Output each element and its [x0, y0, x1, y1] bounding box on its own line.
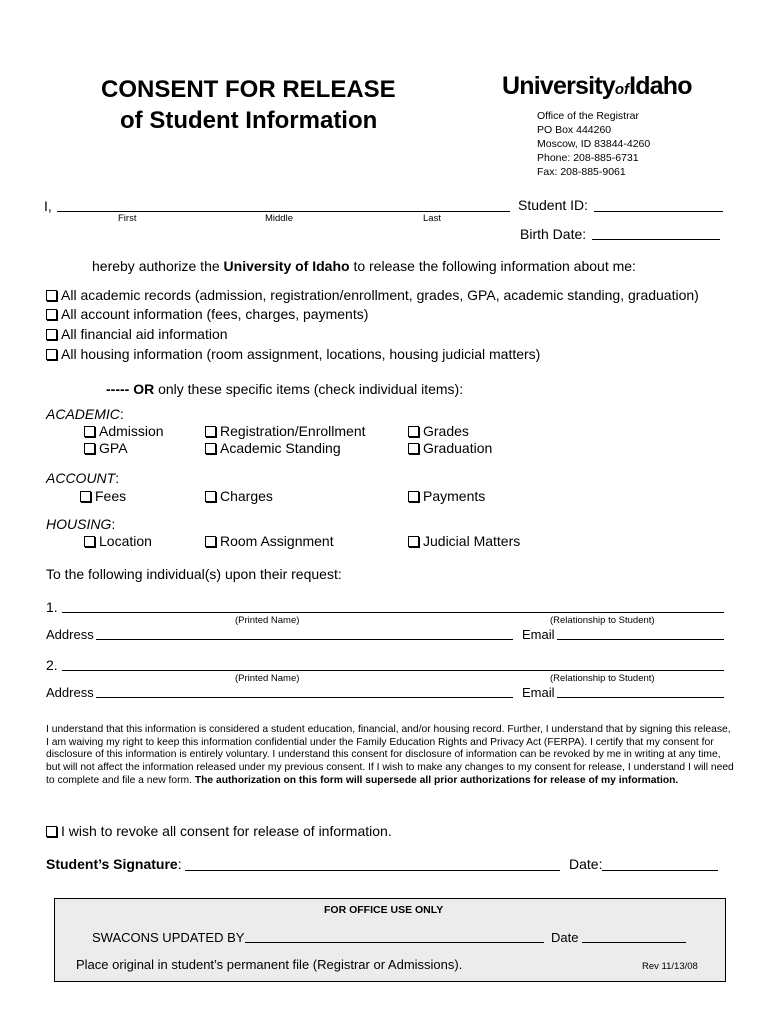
university-logo [502, 72, 692, 101]
recipient-1-address-field[interactable] [96, 639, 513, 640]
recipient-1-number: 1. [46, 599, 58, 615]
middle-name-label: Middle [265, 213, 293, 224]
logo-of: of [614, 81, 630, 98]
recipient-2-number: 2. [46, 657, 58, 673]
logo-idaho: Idaho [629, 72, 692, 100]
checkbox[interactable] [205, 426, 216, 437]
item-admission[interactable]: Admission [84, 423, 164, 439]
item-judicial-matters[interactable]: Judicial Matters [408, 533, 520, 549]
item-gpa[interactable]: GPA [84, 440, 128, 456]
name-field[interactable] [57, 211, 510, 212]
checkbox[interactable] [46, 309, 57, 320]
address-label: Address [46, 627, 94, 642]
option-all-financial-aid[interactable] [46, 326, 228, 342]
office-use-title: FOR OFFICE USE ONLY [324, 904, 444, 916]
logo-university: University [502, 72, 615, 100]
office-date-field[interactable] [582, 942, 686, 943]
university-name: University of Idaho [223, 258, 350, 274]
address-label: Address [46, 685, 94, 700]
signature-label: Student’s Signature: [46, 856, 182, 872]
account-heading: ACCOUNT: [46, 470, 120, 486]
checkbox[interactable] [80, 491, 91, 502]
disclosure-bold-text: The authorization on this form will supersede all prior authorizations for release of my information. [194, 774, 679, 786]
recipient-1-email-field[interactable] [557, 639, 724, 640]
last-name-label: Last [423, 213, 441, 224]
recipient-1-name-field[interactable] [62, 612, 724, 613]
checkbox[interactable] [84, 443, 95, 454]
signature-date-field[interactable] [602, 870, 718, 871]
ferpa-disclosure [46, 724, 736, 788]
relationship-label: (Relationship to Student) [550, 615, 655, 626]
checkbox[interactable] [205, 443, 216, 454]
office-line: Office of the Registrar [537, 110, 639, 122]
option-all-account[interactable] [46, 306, 368, 322]
academic-heading: ACADEMIC: [46, 406, 124, 422]
checkbox[interactable] [46, 290, 57, 301]
option-label: All housing information (room assignment, locations, housing judicial matters) [61, 346, 541, 362]
option-label: All account information (fees, charges, payments) [61, 306, 369, 322]
signature-field[interactable] [185, 870, 560, 871]
filing-instruction: Place original in student’s permanent file (Registrar or Admissions). [76, 957, 463, 972]
item-fees[interactable]: Fees [80, 488, 126, 504]
option-all-housing[interactable] [46, 346, 540, 362]
checkbox[interactable] [408, 491, 419, 502]
printed-name-label: (Printed Name) [235, 615, 300, 626]
swacons-label: SWACONS UPDATED BY [92, 930, 245, 945]
email-label: Email [522, 685, 555, 700]
form-subtitle: of Student Information [120, 107, 378, 134]
registrar-address [537, 109, 650, 179]
email-label: Email [522, 627, 555, 642]
checkbox[interactable] [84, 426, 95, 437]
option-all-academic[interactable] [46, 287, 699, 303]
office-line: Moscow, ID 83844-4260 [537, 138, 651, 150]
item-grades[interactable]: Grades [408, 423, 469, 439]
authorize-text: hereby authorize the [92, 258, 224, 274]
office-line: Fax: 208-885-9061 [537, 166, 626, 178]
authorize-text-end: to release the following information about me: [349, 258, 636, 274]
or-label: ----- OR [106, 381, 155, 397]
item-room-assignment[interactable]: Room Assignment [205, 533, 334, 549]
recipients-intro: To the following individual(s) upon their request: [46, 566, 342, 582]
revoke-consent-option[interactable] [46, 823, 392, 839]
name-prefix: I, [44, 198, 52, 214]
birth-date-field[interactable] [592, 239, 720, 240]
checkbox[interactable] [84, 536, 95, 547]
option-label: All financial aid information [61, 326, 228, 342]
item-location[interactable]: Location [84, 533, 152, 549]
signature-date-label: Date: [569, 856, 603, 872]
revision-date: Rev 11/13/08 [642, 961, 698, 972]
checkbox[interactable] [408, 443, 419, 454]
item-payments[interactable]: Payments [408, 488, 485, 504]
checkbox[interactable] [205, 536, 216, 547]
printed-name-label: (Printed Name) [235, 673, 300, 684]
item-academic-standing[interactable]: Academic Standing [205, 440, 341, 456]
recipient-2-address-field[interactable] [96, 697, 513, 698]
or-text: only these specific items (check individual items): [154, 381, 464, 397]
first-name-label: First [118, 213, 137, 224]
student-id-field[interactable] [594, 211, 723, 212]
birth-date-label: Birth Date: [520, 226, 587, 242]
revoke-label: I wish to revoke all consent for release of information. [61, 823, 392, 839]
relationship-label: (Relationship to Student) [550, 673, 655, 684]
student-id-label: Student ID: [518, 197, 589, 213]
checkbox[interactable] [408, 536, 419, 547]
or-specific-items [106, 381, 463, 397]
item-charges[interactable]: Charges [205, 488, 273, 504]
option-label: All academic records (admission, registration/enrollment, grades, GPA, academic standing, graduation) [61, 287, 699, 303]
checkbox[interactable] [46, 826, 57, 837]
recipient-2-name-field[interactable] [62, 670, 724, 671]
form-title: CONSENT FOR RELEASE [101, 76, 396, 103]
recipient-2-email-field[interactable] [557, 697, 724, 698]
office-line: Phone: 208-885-6731 [537, 152, 639, 164]
swacons-field[interactable] [245, 942, 544, 943]
housing-heading: HOUSING: [46, 516, 116, 532]
disclosure-text: I understand that this information is considered a student education, financial, and/or housing record. Further, I understand that by signing this release, I am waiving my right to keep this information confidential under the Family Education Rights and Privacy Act (FERPA). I certify that my consent for disclosure of this information is entirely voluntary. I understand this consent for disclosure of information can be revoked by me in writing at any time, but will not affect the information released under my previous consent. If I wish to make any changes to my consent for release, I understand I will need to complete and file a new form. [46, 724, 734, 786]
office-line: PO Box 444260 [537, 124, 612, 136]
checkbox[interactable] [408, 426, 419, 437]
authorize-statement [92, 258, 636, 274]
item-registration[interactable]: Registration/Enrollment [205, 423, 366, 439]
checkbox[interactable] [46, 329, 57, 340]
checkbox[interactable] [205, 491, 216, 502]
checkbox[interactable] [46, 349, 57, 360]
item-graduation[interactable]: Graduation [408, 440, 492, 456]
office-date-label: Date [551, 930, 579, 945]
